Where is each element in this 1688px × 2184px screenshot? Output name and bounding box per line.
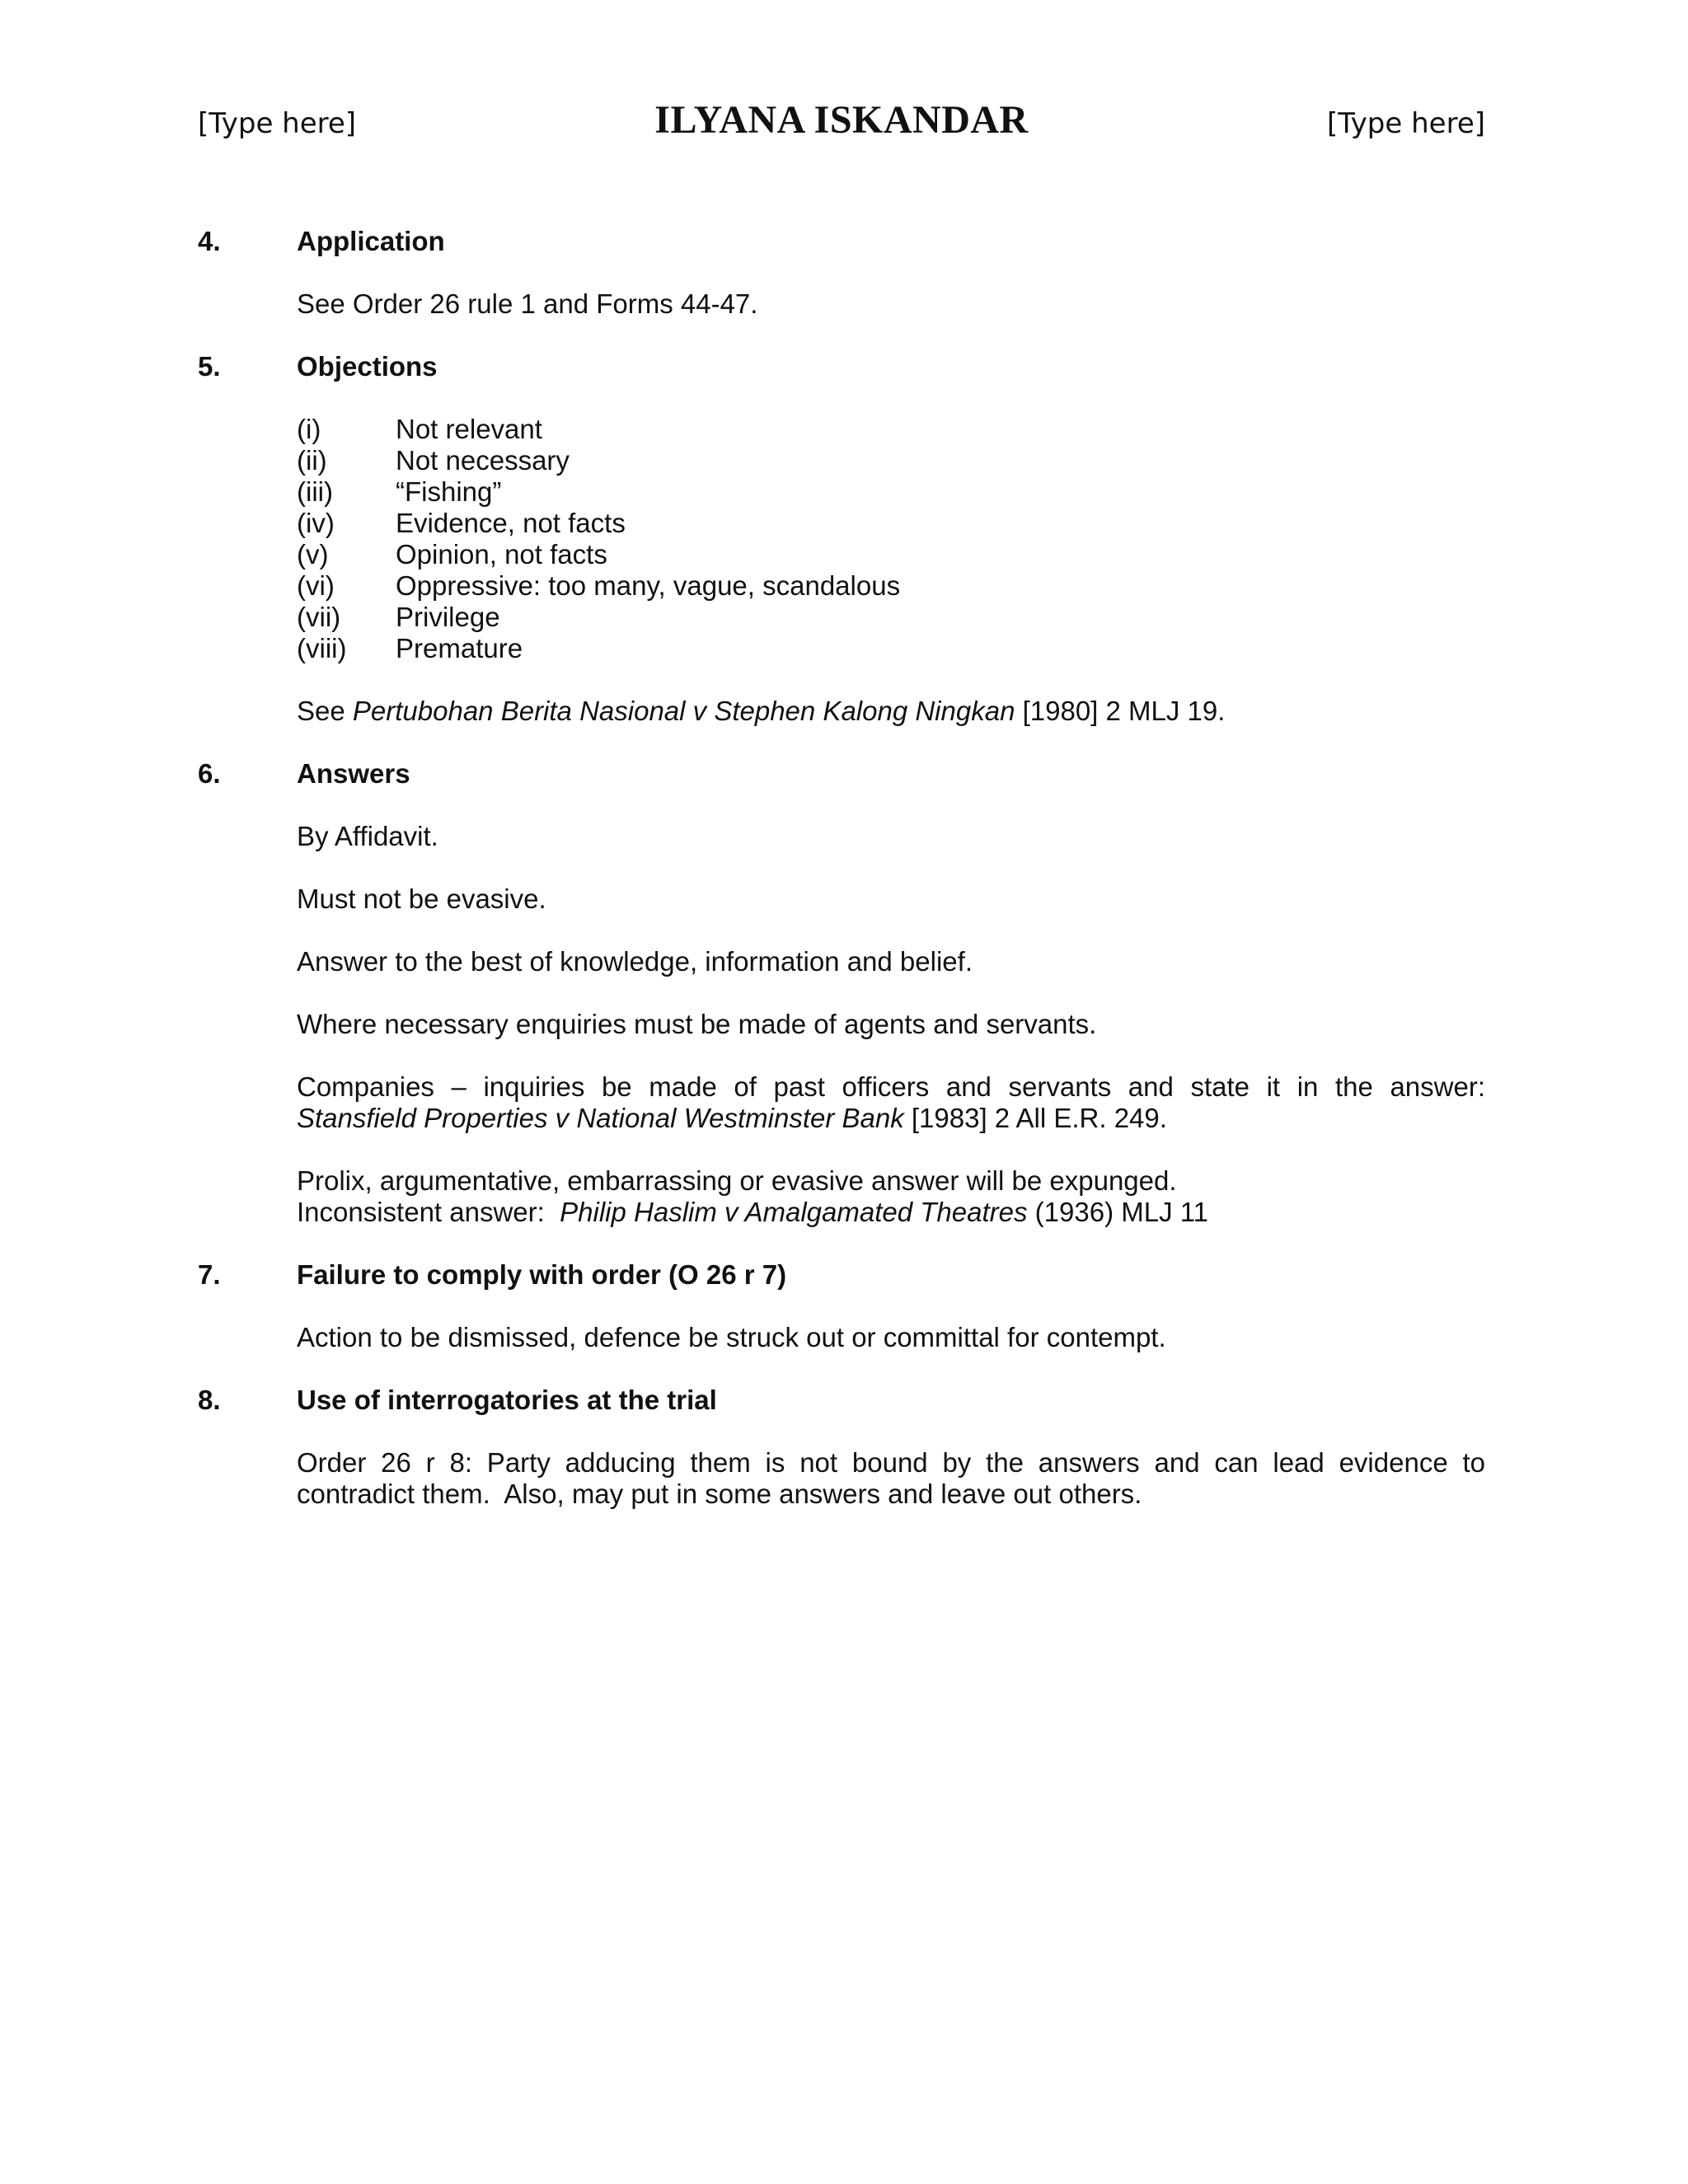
list-item-number: (i) xyxy=(297,414,321,444)
document-body xyxy=(198,226,1485,1541)
case-citation: Pertubohan Berita Nasional v Stephen Kalong Ningkan xyxy=(352,696,1015,726)
section-heading xyxy=(198,226,1485,257)
list-item xyxy=(297,476,1485,508)
section-heading xyxy=(198,351,1485,382)
section-title: Application xyxy=(297,226,445,256)
paragraph: Answer to the best of knowledge, information and belief. xyxy=(297,946,973,977)
paragraph: Action to be dismissed, defence be struck out or committal for contempt. xyxy=(297,1322,1166,1352)
paragraph: Must not be evasive. xyxy=(297,883,546,914)
paragraph-line: Order 26 r 8: Party adducing them is not bound by the answers and can lead evidence to xyxy=(297,1447,1485,1478)
citation-paragraph xyxy=(297,696,1485,727)
list-item-text: Oppressive: too many, vague, scandalous xyxy=(396,570,901,601)
paragraph: Where necessary enquiries must be made of agents and servants. xyxy=(297,1009,1097,1039)
citation-suffix: [1980] 2 MLJ 19. xyxy=(1015,696,1226,726)
list-item xyxy=(297,633,1485,664)
page-header xyxy=(198,97,1485,155)
list-item-number: (v) xyxy=(297,539,329,569)
section-number: 4. xyxy=(198,226,221,256)
list-item-text: Opinion, not facts xyxy=(396,539,607,569)
list-item-number: (iii) xyxy=(297,476,333,507)
section-number: 6. xyxy=(198,758,221,789)
paragraph: See Order 26 rule 1 and Forms 44-47. xyxy=(297,288,758,319)
list-item xyxy=(297,570,1485,602)
case-citation: Stansfield Properties v National Westminster Bank xyxy=(297,1103,904,1133)
list-item-number: (vi) xyxy=(297,570,335,601)
header-right-placeholder: [Type here] xyxy=(1326,107,1485,140)
list-item-text: Not necessary xyxy=(396,445,570,476)
case-citation: Philip Haslim v Amalgamated Theatres xyxy=(560,1197,1028,1227)
section-number: 8. xyxy=(198,1385,221,1415)
list-item xyxy=(297,539,1485,570)
list-item xyxy=(297,414,1485,445)
section-title: Failure to comply with order (O 26 r 7) xyxy=(297,1259,787,1290)
list-item-text: Evidence, not facts xyxy=(396,508,626,538)
section-title: Objections xyxy=(297,351,438,382)
inconsistent-prefix: Inconsistent answer: xyxy=(297,1197,560,1227)
paragraph-line: Companies – inquiries be made of past officers and servants and state it in the answer: xyxy=(297,1071,1485,1102)
list-item xyxy=(297,445,1485,476)
section-failure-to-comply xyxy=(198,1259,1485,1353)
see-prefix: See xyxy=(297,696,353,726)
list-item xyxy=(297,508,1485,539)
list-item-text: Premature xyxy=(396,633,523,663)
section-number: 5. xyxy=(198,351,221,382)
paragraph-line: contradict them. Also, may put in some answers and leave out others. xyxy=(297,1479,1142,1509)
companies-paragraph xyxy=(297,1071,1485,1134)
section-heading xyxy=(198,1259,1485,1291)
section-number: 7. xyxy=(198,1259,221,1290)
section-use-of-interrogatories xyxy=(198,1385,1485,1510)
list-item-text: Privilege xyxy=(396,602,500,632)
section-objections xyxy=(198,351,1485,727)
header-title: ILYANA ISKANDAR xyxy=(654,98,1029,142)
objections-list xyxy=(297,414,1485,664)
list-item-number: (viii) xyxy=(297,633,347,663)
prolix-paragraph xyxy=(297,1165,1485,1228)
section-heading xyxy=(198,1385,1485,1416)
list-item-text: “Fishing” xyxy=(396,476,502,507)
section-title: Answers xyxy=(297,758,410,789)
section-body xyxy=(297,1322,1485,1353)
section-body xyxy=(297,288,1485,320)
section-application xyxy=(198,226,1485,320)
section-body xyxy=(297,1447,1485,1510)
section-body xyxy=(297,821,1485,1228)
list-item-number: (ii) xyxy=(297,445,327,476)
list-item-text: Not relevant xyxy=(396,414,542,444)
order-paragraph xyxy=(297,1447,1485,1510)
section-body xyxy=(297,414,1485,727)
citation-suffix: (1936) MLJ 11 xyxy=(1027,1197,1208,1227)
paragraph: By Affidavit. xyxy=(297,821,438,851)
citation-suffix: [1983] 2 All E.R. 249. xyxy=(903,1103,1167,1133)
section-answers xyxy=(198,758,1485,1228)
header-left-placeholder: [Type here] xyxy=(198,107,357,140)
list-item xyxy=(297,602,1485,633)
section-title: Use of interrogatories at the trial xyxy=(297,1385,717,1415)
list-item-number: (vii) xyxy=(297,602,341,632)
list-item-number: (iv) xyxy=(297,508,335,538)
paragraph-line: Prolix, argumentative, embarrassing or evasive answer will be expunged. xyxy=(297,1165,1177,1196)
section-heading xyxy=(198,758,1485,790)
